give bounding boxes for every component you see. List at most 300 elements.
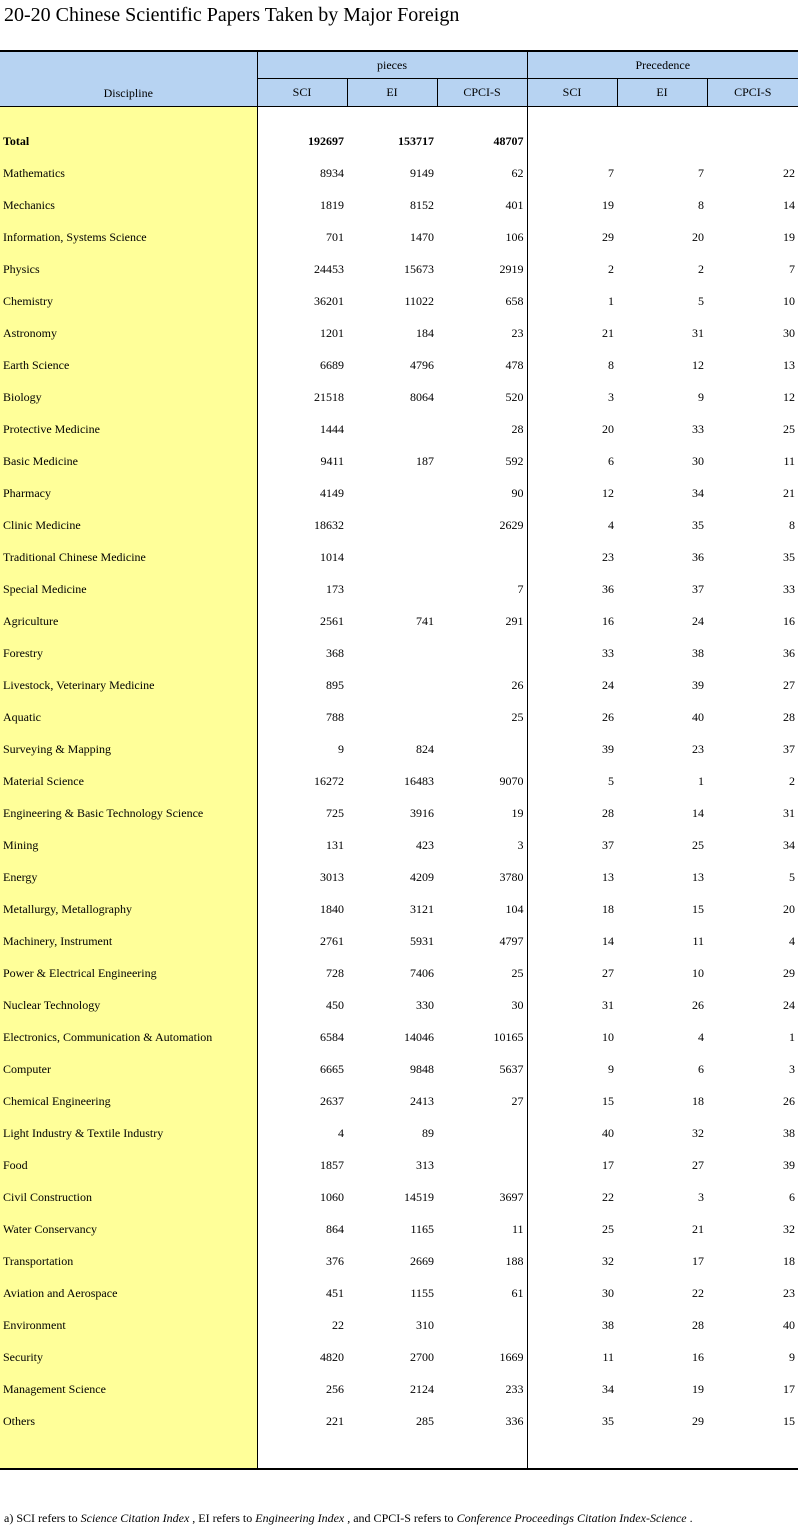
precedence-cpci-s-cell: 4 bbox=[789, 934, 796, 948]
table-row bbox=[0, 222, 798, 254]
pieces-sci-cell: 701 bbox=[326, 230, 344, 244]
precedence-ei-cell: 30 bbox=[692, 454, 704, 468]
precedence-cpci-s-cell: 35 bbox=[783, 550, 796, 564]
precedence-cpci-s-cell: 31 bbox=[783, 806, 796, 820]
precedence-sci-cell: 8 bbox=[608, 358, 614, 372]
precedence-ei-cell: 35 bbox=[692, 518, 704, 532]
precedence-ei-cell: 21 bbox=[692, 1222, 704, 1236]
precedence-cpci-s-cell: 14 bbox=[783, 198, 796, 212]
pieces-sci-cell: 725 bbox=[326, 806, 344, 820]
pieces-ei-cell bbox=[347, 478, 437, 510]
precedence-sci-cell: 1 bbox=[608, 294, 614, 308]
discipline-cell: Computer bbox=[0, 1054, 257, 1086]
table-row bbox=[0, 510, 798, 542]
discipline-cell: Earth Science bbox=[0, 350, 257, 382]
pieces-ei-cell: 824 bbox=[416, 742, 434, 756]
precedence-ei-cell: 9 bbox=[698, 390, 704, 404]
footnote-text: . bbox=[686, 1511, 693, 1525]
pieces-sci-cell: 4149 bbox=[320, 486, 344, 500]
pieces-cpci-s-cell: 90 bbox=[437, 478, 527, 510]
pieces-cpci-s-cell: 520 bbox=[437, 382, 527, 414]
pieces-ei-cell: 2669 bbox=[410, 1254, 434, 1268]
pieces-cpci-s-cell: 336 bbox=[437, 1406, 527, 1438]
pieces-cpci-s-cell: 3780 bbox=[437, 862, 527, 894]
pieces-ei-cell: 7406 bbox=[410, 966, 434, 980]
precedence-sci-cell: 30 bbox=[602, 1286, 614, 1300]
header-pieces-cpci-s: CPCI-S bbox=[437, 79, 527, 107]
footnote bbox=[4, 1511, 693, 1526]
table-row bbox=[0, 1214, 798, 1246]
precedence-ei-cell: 31 bbox=[692, 326, 704, 340]
discipline-cell: Livestock, Veterinary Medicine bbox=[0, 670, 257, 702]
precedence-ei-cell: 17 bbox=[692, 1254, 704, 1268]
precedence-cpci-s-cell: 32 bbox=[783, 1222, 796, 1236]
table-row bbox=[0, 990, 798, 1022]
precedence-cpci-s-cell: 38 bbox=[783, 1126, 796, 1140]
precedence-sci-cell: 6 bbox=[608, 454, 614, 468]
precedence-cpci-s-cell: 20 bbox=[783, 902, 796, 916]
pieces-sci-cell: 728 bbox=[326, 966, 344, 980]
discipline-cell: Chemistry bbox=[0, 286, 257, 318]
table-row bbox=[0, 1406, 798, 1438]
statistics-table bbox=[0, 50, 798, 1470]
total-row bbox=[0, 126, 798, 158]
precedence-cpci-s-cell: 17 bbox=[783, 1382, 796, 1396]
precedence-cpci-s-cell: 23 bbox=[783, 1286, 796, 1300]
pieces-sci-cell: 24453 bbox=[314, 262, 344, 276]
header-pieces-ei: EI bbox=[347, 79, 437, 107]
table-row bbox=[0, 414, 798, 446]
pieces-ei-cell: 1155 bbox=[410, 1286, 434, 1300]
discipline-cell: Transportation bbox=[0, 1246, 257, 1278]
table-row bbox=[0, 190, 798, 222]
precedence-ei-cell: 14 bbox=[692, 806, 704, 820]
table-row bbox=[0, 958, 798, 990]
pieces-sci-cell: 256 bbox=[326, 1382, 344, 1396]
header-pieces-sci: SCI bbox=[257, 79, 347, 107]
precedence-sci-cell: 21 bbox=[602, 326, 614, 340]
precedence-sci-cell: 29 bbox=[602, 230, 614, 244]
precedence-sci-cell: 13 bbox=[602, 870, 614, 884]
precedence-sci-cell: 20 bbox=[602, 422, 614, 436]
pieces-ei-cell: 741 bbox=[416, 614, 434, 628]
pieces-ei-cell bbox=[347, 414, 437, 446]
pieces-cpci-s-cell: 401 bbox=[437, 190, 527, 222]
pieces-sci-cell: 3013 bbox=[320, 870, 344, 884]
table-row bbox=[0, 1246, 798, 1278]
precedence-cpci-s-cell: 8 bbox=[789, 518, 796, 532]
pieces-ei-cell bbox=[347, 638, 437, 670]
precedence-sci-cell bbox=[527, 126, 617, 158]
header-group-pieces: pieces bbox=[257, 51, 527, 79]
pieces-sci-cell: 451 bbox=[326, 1286, 344, 1300]
header-precedence-sci: SCI bbox=[527, 79, 617, 107]
precedence-sci-cell: 12 bbox=[602, 486, 614, 500]
pieces-cpci-s-cell: 106 bbox=[437, 222, 527, 254]
pieces-cpci-s-cell: 7 bbox=[437, 574, 527, 606]
pieces-ei-cell: 2413 bbox=[410, 1094, 434, 1108]
discipline-cell: Biology bbox=[0, 382, 257, 414]
closing-row bbox=[0, 1438, 798, 1469]
discipline-cell: Mathematics bbox=[0, 158, 257, 190]
precedence-sci-cell: 23 bbox=[602, 550, 614, 564]
pieces-sci-cell: 1060 bbox=[320, 1190, 344, 1204]
precedence-sci-cell: 34 bbox=[602, 1382, 614, 1396]
closing-cell bbox=[617, 1438, 707, 1469]
closing-cell bbox=[0, 1438, 257, 1469]
pieces-cpci-s-cell: 10165 bbox=[437, 1022, 527, 1054]
precedence-ei-cell: 36 bbox=[692, 550, 704, 564]
table-row bbox=[0, 1182, 798, 1214]
precedence-sci-cell: 33 bbox=[602, 646, 614, 660]
pieces-sci-cell: 9411 bbox=[320, 454, 344, 468]
precedence-ei-cell: 2 bbox=[698, 262, 704, 276]
discipline-cell: Material Science bbox=[0, 766, 257, 798]
pieces-cpci-s-cell: 5637 bbox=[437, 1054, 527, 1086]
precedence-sci-cell: 37 bbox=[602, 838, 614, 852]
table-row bbox=[0, 638, 798, 670]
precedence-ei-cell: 3 bbox=[698, 1190, 704, 1204]
precedence-cpci-s-cell: 25 bbox=[783, 422, 796, 436]
precedence-sci-cell: 35 bbox=[602, 1414, 614, 1428]
pieces-ei-cell: 16483 bbox=[404, 774, 434, 788]
spacer-cell bbox=[257, 107, 347, 126]
pieces-sci-cell: 221 bbox=[326, 1414, 344, 1428]
table-row bbox=[0, 446, 798, 478]
discipline-cell: Machinery, Instrument bbox=[0, 926, 257, 958]
precedence-cpci-s-cell: 9 bbox=[789, 1350, 796, 1364]
pieces-ei-cell: 14046 bbox=[404, 1030, 434, 1044]
table-row bbox=[0, 1150, 798, 1182]
precedence-sci-cell: 24 bbox=[602, 678, 614, 692]
table-row bbox=[0, 734, 798, 766]
spacer-cell bbox=[707, 107, 798, 126]
discipline-cell: Food bbox=[0, 1150, 257, 1182]
pieces-cpci-s-cell: 4797 bbox=[437, 926, 527, 958]
precedence-cpci-s-cell: 30 bbox=[783, 326, 796, 340]
precedence-ei-cell: 37 bbox=[692, 582, 704, 596]
precedence-sci-cell: 10 bbox=[602, 1030, 614, 1044]
precedence-sci-cell: 22 bbox=[602, 1190, 614, 1204]
pieces-cpci-s-cell: 3697 bbox=[437, 1182, 527, 1214]
pieces-ei-cell: 11022 bbox=[404, 294, 434, 308]
discipline-cell: Water Conservancy bbox=[0, 1214, 257, 1246]
pieces-sci-cell: 6689 bbox=[320, 358, 344, 372]
precedence-sci-cell: 38 bbox=[602, 1318, 614, 1332]
precedence-sci-cell: 2 bbox=[608, 262, 614, 276]
table-row bbox=[0, 286, 798, 318]
pieces-ei-cell bbox=[347, 702, 437, 734]
spacer-row bbox=[0, 107, 798, 126]
precedence-cpci-s-cell: 1 bbox=[789, 1030, 796, 1044]
pieces-sci-cell: 2761 bbox=[320, 934, 344, 948]
spacer-cell bbox=[0, 107, 257, 126]
precedence-ei-cell: 22 bbox=[692, 1286, 704, 1300]
precedence-sci-cell: 27 bbox=[602, 966, 614, 980]
pieces-sci-cell: 1840 bbox=[320, 902, 344, 916]
precedence-cpci-s-cell: 34 bbox=[783, 838, 796, 852]
discipline-cell: Astronomy bbox=[0, 318, 257, 350]
pieces-sci-cell: 36201 bbox=[314, 294, 344, 308]
precedence-ei-cell bbox=[617, 126, 707, 158]
pieces-cpci-s-cell bbox=[437, 1150, 527, 1182]
pieces-ei-cell: 1470 bbox=[410, 230, 434, 244]
pieces-ei-cell: 1165 bbox=[410, 1222, 434, 1236]
pieces-cpci-s-cell: 658 bbox=[437, 286, 527, 318]
precedence-cpci-s-cell: 28 bbox=[783, 710, 796, 724]
precedence-cpci-s-cell: 7 bbox=[789, 262, 796, 276]
header-group-precedence: Precedence bbox=[527, 51, 798, 79]
closing-cell bbox=[257, 1438, 347, 1469]
pieces-ei-cell: 8152 bbox=[410, 198, 434, 212]
precedence-sci-cell: 25 bbox=[602, 1222, 614, 1236]
pieces-ei-cell: 9149 bbox=[410, 166, 434, 180]
header-precedence-cpci-s: CPCI-S bbox=[707, 79, 798, 107]
precedence-sci-cell: 32 bbox=[602, 1254, 614, 1268]
pieces-sci-cell: 16272 bbox=[314, 774, 344, 788]
discipline-cell: Electronics, Communication & Automation bbox=[0, 1022, 257, 1054]
pieces-ei-cell bbox=[347, 542, 437, 574]
precedence-sci-cell: 26 bbox=[602, 710, 614, 724]
discipline-cell: Metallurgy, Metallography bbox=[0, 894, 257, 926]
table-row bbox=[0, 1342, 798, 1374]
precedence-cpci-s-cell: 15 bbox=[783, 1414, 796, 1428]
table-row bbox=[0, 798, 798, 830]
discipline-cell: Management Science bbox=[0, 1374, 257, 1406]
statistics-table-container bbox=[0, 50, 798, 1470]
pieces-sci-cell: 2637 bbox=[320, 1094, 344, 1108]
pieces-cpci-s-cell: 592 bbox=[437, 446, 527, 478]
pieces-sci-cell: 21518 bbox=[314, 390, 344, 404]
discipline-cell: Clinic Medicine bbox=[0, 510, 257, 542]
precedence-cpci-s-cell: 2 bbox=[789, 774, 796, 788]
precedence-cpci-s-cell: 10 bbox=[783, 294, 796, 308]
pieces-ei-cell: 285 bbox=[416, 1414, 434, 1428]
precedence-cpci-s-cell: 12 bbox=[783, 390, 796, 404]
pieces-ei-cell: 8064 bbox=[410, 390, 434, 404]
precedence-cpci-s-cell: 11 bbox=[783, 454, 796, 468]
pieces-ei-cell bbox=[347, 670, 437, 702]
pieces-cpci-s-cell bbox=[437, 1118, 527, 1150]
table-row bbox=[0, 1054, 798, 1086]
pieces-ei-cell: 15673 bbox=[404, 262, 434, 276]
table-row bbox=[0, 1086, 798, 1118]
precedence-ei-cell: 38 bbox=[692, 646, 704, 660]
precedence-sci-cell: 9 bbox=[608, 1062, 614, 1076]
discipline-cell: Traditional Chinese Medicine bbox=[0, 542, 257, 574]
pieces-cpci-s-cell: 48707 bbox=[437, 126, 527, 158]
precedence-ei-cell: 15 bbox=[692, 902, 704, 916]
precedence-ei-cell: 13 bbox=[692, 870, 704, 884]
table-row bbox=[0, 670, 798, 702]
precedence-sci-cell: 14 bbox=[602, 934, 614, 948]
pieces-ei-cell: 89 bbox=[422, 1126, 434, 1140]
pieces-ei-cell: 3121 bbox=[410, 902, 434, 916]
precedence-ei-cell: 10 bbox=[692, 966, 704, 980]
table-row bbox=[0, 894, 798, 926]
header-precedence-ei: EI bbox=[617, 79, 707, 107]
pieces-sci-cell: 2561 bbox=[320, 614, 344, 628]
pieces-cpci-s-cell: 25 bbox=[437, 958, 527, 990]
pieces-sci-cell: 864 bbox=[326, 1222, 344, 1236]
pieces-cpci-s-cell: 26 bbox=[437, 670, 527, 702]
footnote-text: a) SCI refers to bbox=[4, 1511, 81, 1525]
discipline-cell: Mining bbox=[0, 830, 257, 862]
precedence-cpci-s-cell: 3 bbox=[789, 1062, 796, 1076]
pieces-cpci-s-cell: 62 bbox=[437, 158, 527, 190]
table-row bbox=[0, 574, 798, 606]
discipline-cell: Nuclear Technology bbox=[0, 990, 257, 1022]
pieces-ei-cell: 330 bbox=[416, 998, 434, 1012]
pieces-ei-cell: 9848 bbox=[410, 1062, 434, 1076]
precedence-sci-cell: 4 bbox=[608, 518, 614, 532]
precedence-ei-cell: 32 bbox=[692, 1126, 704, 1140]
precedence-sci-cell: 31 bbox=[602, 998, 614, 1012]
discipline-cell: Aviation and Aerospace bbox=[0, 1278, 257, 1310]
precedence-ei-cell: 11 bbox=[692, 934, 704, 948]
precedence-ei-cell: 27 bbox=[692, 1158, 704, 1172]
precedence-ei-cell: 40 bbox=[692, 710, 704, 724]
closing-cell bbox=[527, 1438, 617, 1469]
table-row bbox=[0, 862, 798, 894]
table-row bbox=[0, 702, 798, 734]
pieces-cpci-s-cell: 1669 bbox=[437, 1342, 527, 1374]
discipline-cell: Aquatic bbox=[0, 702, 257, 734]
precedence-ei-cell: 28 bbox=[692, 1318, 704, 1332]
pieces-sci-cell: 18632 bbox=[314, 518, 344, 532]
precedence-cpci-s-cell: 18 bbox=[783, 1254, 796, 1268]
discipline-cell: Protective Medicine bbox=[0, 414, 257, 446]
pieces-cpci-s-cell bbox=[437, 1310, 527, 1342]
pieces-ei-cell: 187 bbox=[416, 454, 434, 468]
precedence-cpci-s-cell: 33 bbox=[783, 582, 796, 596]
precedence-sci-cell: 19 bbox=[602, 198, 614, 212]
discipline-cell: Civil Construction bbox=[0, 1182, 257, 1214]
precedence-sci-cell: 28 bbox=[602, 806, 614, 820]
precedence-cpci-s-cell: 6 bbox=[789, 1190, 796, 1204]
footnote-text: , EI refers to bbox=[189, 1511, 256, 1525]
precedence-cpci-s-cell: 29 bbox=[783, 966, 796, 980]
precedence-sci-cell: 3 bbox=[608, 390, 614, 404]
precedence-ei-cell: 4 bbox=[698, 1030, 704, 1044]
closing-cell bbox=[437, 1438, 527, 1469]
spacer-cell bbox=[617, 107, 707, 126]
pieces-ei-cell bbox=[347, 574, 437, 606]
precedence-cpci-s-cell: 24 bbox=[783, 998, 796, 1012]
pieces-cpci-s-cell: 19 bbox=[437, 798, 527, 830]
pieces-cpci-s-cell: 27 bbox=[437, 1086, 527, 1118]
precedence-ei-cell: 5 bbox=[698, 294, 704, 308]
pieces-cpci-s-cell: 3 bbox=[437, 830, 527, 862]
pieces-sci-cell: 8934 bbox=[320, 166, 344, 180]
precedence-cpci-s-cell: 21 bbox=[783, 486, 796, 500]
pieces-sci-cell: 450 bbox=[326, 998, 344, 1012]
precedence-ei-cell: 20 bbox=[692, 230, 704, 244]
footnote-cpci-name: Conference Proceedings Citation Index-Science bbox=[456, 1511, 687, 1525]
pieces-cpci-s-cell: 9070 bbox=[437, 766, 527, 798]
discipline-cell: Chemical Engineering bbox=[0, 1086, 257, 1118]
pieces-ei-cell: 184 bbox=[416, 326, 434, 340]
precedence-cpci-s-cell: 26 bbox=[783, 1094, 796, 1108]
spacer-cell bbox=[347, 107, 437, 126]
precedence-sci-cell: 15 bbox=[602, 1094, 614, 1108]
pieces-sci-cell: 173 bbox=[326, 582, 344, 596]
precedence-ei-cell: 25 bbox=[692, 838, 704, 852]
pieces-sci-cell: 376 bbox=[326, 1254, 344, 1268]
footnote-sci-name: Science Citation Index bbox=[80, 1511, 190, 1525]
pieces-cpci-s-cell: 291 bbox=[437, 606, 527, 638]
table-row bbox=[0, 254, 798, 286]
pieces-cpci-s-cell: 2919 bbox=[437, 254, 527, 286]
header-discipline: Discipline bbox=[0, 51, 257, 107]
discipline-cell: Forestry bbox=[0, 638, 257, 670]
precedence-sci-cell: 5 bbox=[608, 774, 614, 788]
precedence-ei-cell: 26 bbox=[692, 998, 704, 1012]
precedence-ei-cell: 29 bbox=[692, 1414, 704, 1428]
pieces-ei-cell: 313 bbox=[416, 1158, 434, 1172]
table-row bbox=[0, 766, 798, 798]
table-row bbox=[0, 158, 798, 190]
pieces-cpci-s-cell: 30 bbox=[437, 990, 527, 1022]
precedence-cpci-s-cell: 22 bbox=[783, 166, 796, 180]
pieces-ei-cell: 423 bbox=[416, 838, 434, 852]
closing-cell bbox=[347, 1438, 437, 1469]
precedence-ei-cell: 19 bbox=[692, 1382, 704, 1396]
pieces-ei-cell: 153717 bbox=[398, 134, 434, 148]
precedence-cpci-s-cell: 39 bbox=[783, 1158, 796, 1172]
discipline-cell: Engineering & Basic Technology Science bbox=[0, 798, 257, 830]
precedence-ei-cell: 18 bbox=[692, 1094, 704, 1108]
table-row bbox=[0, 478, 798, 510]
pieces-ei-cell: 2124 bbox=[410, 1382, 434, 1396]
pieces-sci-cell: 131 bbox=[326, 838, 344, 852]
precedence-cpci-s-cell: 16 bbox=[783, 614, 796, 628]
table-body bbox=[0, 107, 798, 1469]
precedence-ei-cell: 23 bbox=[692, 742, 704, 756]
discipline-cell: Information, Systems Science bbox=[0, 222, 257, 254]
pieces-cpci-s-cell bbox=[437, 542, 527, 574]
pieces-cpci-s-cell: 104 bbox=[437, 894, 527, 926]
pieces-sci-cell: 192697 bbox=[308, 134, 344, 148]
spacer-cell bbox=[527, 107, 617, 126]
discipline-cell: Pharmacy bbox=[0, 478, 257, 510]
pieces-cpci-s-cell: 25 bbox=[437, 702, 527, 734]
pieces-sci-cell: 1819 bbox=[320, 198, 344, 212]
precedence-cpci-s-cell bbox=[707, 126, 798, 158]
pieces-ei-cell: 4209 bbox=[410, 870, 434, 884]
discipline-cell: Light Industry & Textile Industry bbox=[0, 1118, 257, 1150]
pieces-sci-cell: 1857 bbox=[320, 1158, 344, 1172]
pieces-ei-cell: 3916 bbox=[410, 806, 434, 820]
table-row bbox=[0, 350, 798, 382]
precedence-sci-cell: 36 bbox=[602, 582, 614, 596]
pieces-ei-cell: 2700 bbox=[410, 1350, 434, 1364]
table-row bbox=[0, 830, 798, 862]
precedence-ei-cell: 33 bbox=[692, 422, 704, 436]
discipline-cell: Physics bbox=[0, 254, 257, 286]
pieces-cpci-s-cell: 23 bbox=[437, 318, 527, 350]
precedence-cpci-s-cell: 19 bbox=[783, 230, 796, 244]
precedence-cpci-s-cell: 36 bbox=[783, 646, 796, 660]
pieces-sci-cell: 788 bbox=[326, 710, 344, 724]
table-row bbox=[0, 1022, 798, 1054]
pieces-sci-cell: 1201 bbox=[320, 326, 344, 340]
discipline-cell: Power & Electrical Engineering bbox=[0, 958, 257, 990]
table-row bbox=[0, 1310, 798, 1342]
precedence-ei-cell: 34 bbox=[692, 486, 704, 500]
pieces-cpci-s-cell: 233 bbox=[437, 1374, 527, 1406]
precedence-sci-cell: 40 bbox=[602, 1126, 614, 1140]
